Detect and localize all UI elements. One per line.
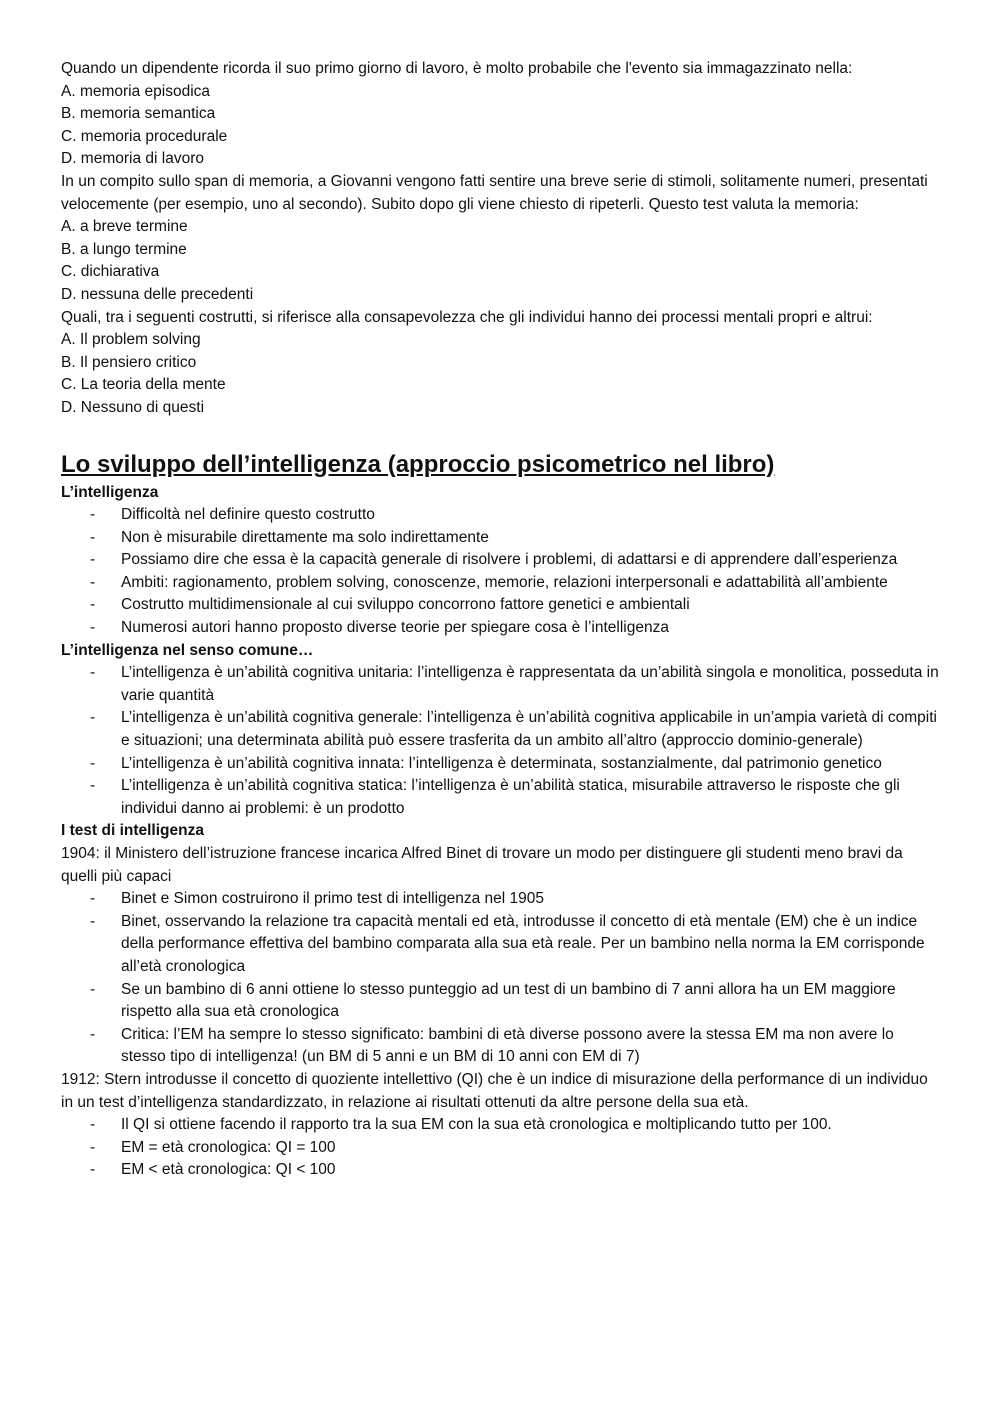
list-item-text: Se un bambino di 6 anni ottiene lo stesso punteggio ad un test di un bambino di 7 anni allora ha un EM maggiore rispetto alla sua età cronologica (121, 980, 896, 1021)
list-item (61, 572, 940, 595)
quiz-option: B. a lungo termine (61, 240, 187, 258)
list-item-text: L’intelligenza è un’abilità cognitiva statica: l’intelligenza è un’abilità statica, misurabile attraverso le risposte che gli individui danno ai problemi: è un prodotto (121, 777, 900, 817)
tests-list-stern (61, 1114, 940, 1182)
paragraph-1912: 1912: Stern introdusse il concetto di quoziente intellettivo (QI) che è un indice di misurazione della performance di un individuo in un test d’intelligenza standardizzato, in relazione ai risultati ottenuti da altre persone della sua età. (61, 1070, 928, 1111)
list-item (61, 753, 940, 776)
quiz-question: In un compito sullo span di memoria, a Giovanni vengono fatti sentire una breve serie di stimoli, solitamente numeri, presentati velocemente (per esempio, uno al secondo). Subito dopo gli viene chiesto di ripeterli. Questo test valuta la memoria: (61, 172, 928, 213)
list-item-text: Binet, osservando la relazione tra capacità mentali ed età, introdusse il concetto di età mentale (EM) che è un indice della performance effettiva del bambino comparata alla sua età reale. Per un bambino nella norma la EM corrisponde all’età cronologica (121, 912, 925, 975)
list-item-text: L’intelligenza è un’abilità cognitiva generale: l’intelligenza è un’abilità cognitiva applicabile in un’ampia varietà di compiti e situazioni; una determinata abilità può essere trasferita da un ambito all’altro (approccio dominio-generale) (121, 709, 937, 750)
list-item (61, 504, 940, 527)
list-item (61, 594, 940, 617)
dash-bullet: - (90, 709, 96, 727)
quiz-option: A. memoria episodica (61, 82, 211, 100)
subsection-heading-common-sense: L’intelligenza nel senso comune… (61, 641, 314, 659)
list-item-text: Il QI si ottiene facendo il rapporto tra la sua EM con la sua età cronologica e moltiplicando tutto per 100. (121, 1116, 832, 1134)
list-item-text: Ambiti: ragionamento, problem solving, conoscenze, memorie, relazioni interpersonali e adattabilità all’ambiente (121, 573, 888, 591)
quiz-option: C. memoria procedurale (61, 127, 228, 145)
quiz-question: Quando un dipendente ricorda il suo primo giorno di lavoro, è molto probabile che l'evento sia immagazzinato nella: (61, 60, 853, 77)
list-item (61, 707, 940, 752)
list-item-text: Binet e Simon costruirono il primo test di intelligenza nel 1905 (121, 890, 545, 908)
dash-bullet: - (90, 777, 96, 795)
list-item-text: L’intelligenza è un’abilità cognitiva innata: l’intelligenza è determinata, sostanzialmente, dal patrimonio genetico (121, 754, 882, 772)
dash-bullet: - (90, 1116, 96, 1134)
subsection-heading-intelligence: L’intelligenza (61, 483, 159, 501)
quiz-option: D. nessuna delle precedenti (61, 285, 254, 303)
quiz-question-block (61, 58, 940, 171)
quiz-option: C. La teoria della mente (61, 376, 226, 394)
dash-bullet: - (90, 1161, 96, 1179)
quiz-question-block (61, 307, 940, 420)
dash-bullet: - (90, 551, 96, 569)
list-item-text: Difficoltà nel definire questo costrutto (121, 506, 375, 524)
intelligence-list (61, 504, 940, 640)
quiz-question: Quali, tra i seguenti costrutti, si riferisce alla consapevolezza che gli individui hanno dei processi mentali propri e altrui: (61, 308, 873, 326)
list-item (61, 911, 940, 979)
dash-bullet: - (90, 912, 96, 930)
list-item-text: Non è misurabile direttamente ma solo indirettamente (121, 528, 489, 546)
list-item (61, 527, 940, 550)
list-item (61, 549, 940, 572)
list-item-text: Numerosi autori hanno proposto diverse teorie per spiegare cosa è l’intelligenza (121, 619, 669, 637)
list-item (61, 888, 940, 911)
list-item (61, 1137, 940, 1160)
dash-bullet: - (90, 528, 96, 546)
dash-bullet: - (90, 596, 96, 614)
paragraph-1904: 1904: il Ministero dell’istruzione francese incarica Alfred Binet di trovare un modo per distinguere gli studenti meno bravi da quelli più capaci (61, 845, 903, 885)
list-item (61, 1114, 940, 1137)
dash-bullet: - (90, 890, 96, 908)
list-item (61, 979, 940, 1024)
dash-bullet: - (90, 754, 96, 772)
common-sense-list (61, 662, 940, 820)
quiz-question-block (61, 171, 940, 307)
dash-bullet: - (90, 1138, 96, 1156)
list-item (61, 662, 940, 707)
quiz-option: A. Il problem solving (61, 331, 201, 349)
dash-bullet: - (90, 573, 96, 591)
quiz-option: C. dichiarativa (61, 263, 160, 281)
dash-bullet: - (90, 506, 96, 524)
dash-bullet: - (90, 619, 96, 637)
subsection-heading-tests: I test di intelligenza (61, 822, 204, 840)
list-item-text: Critica: l’EM ha sempre lo stesso significato: bambini di età diverse possono avere la stessa EM ma non avere lo stesso tipo di intelligenza! (un BM di 5 anni e un BM di 10 anni con EM di 7) (121, 1025, 894, 1066)
dash-bullet: - (90, 980, 96, 998)
quiz-option: B. memoria semantica (61, 105, 216, 123)
quiz-option: B. Il pensiero critico (61, 353, 197, 371)
quiz-option: D. memoria di lavoro (61, 150, 204, 168)
quiz-option: D. Nessuno di questi (61, 398, 205, 416)
list-item-text: EM < età cronologica: QI < 100 (121, 1161, 336, 1179)
quiz-option: A. a breve termine (61, 218, 188, 236)
tests-list-binet (61, 888, 940, 1069)
list-item-text: EM = età cronologica: QI = 100 (121, 1138, 336, 1156)
list-item (61, 1159, 940, 1182)
dash-bullet: - (90, 664, 96, 682)
list-item-text: Costrutto multidimensionale al cui sviluppo concorrono fattore genetici e ambientali (121, 596, 690, 614)
list-item (61, 617, 940, 640)
list-item-text: L’intelligenza è un’abilità cognitiva unitaria: l’intelligenza è rappresentata da un’abilità singola e monolitica, posseduta in varie quantità (121, 664, 939, 704)
list-item (61, 775, 940, 820)
dash-bullet: - (90, 1025, 96, 1043)
list-item (61, 1024, 940, 1069)
section-title: Lo sviluppo dell’intelligenza (approccio psicometrico nel libro) (61, 450, 775, 478)
list-item-text: Possiamo dire che essa è la capacità generale di risolvere i problemi, di adattarsi e di apprendere dall’esperienza (121, 551, 898, 569)
